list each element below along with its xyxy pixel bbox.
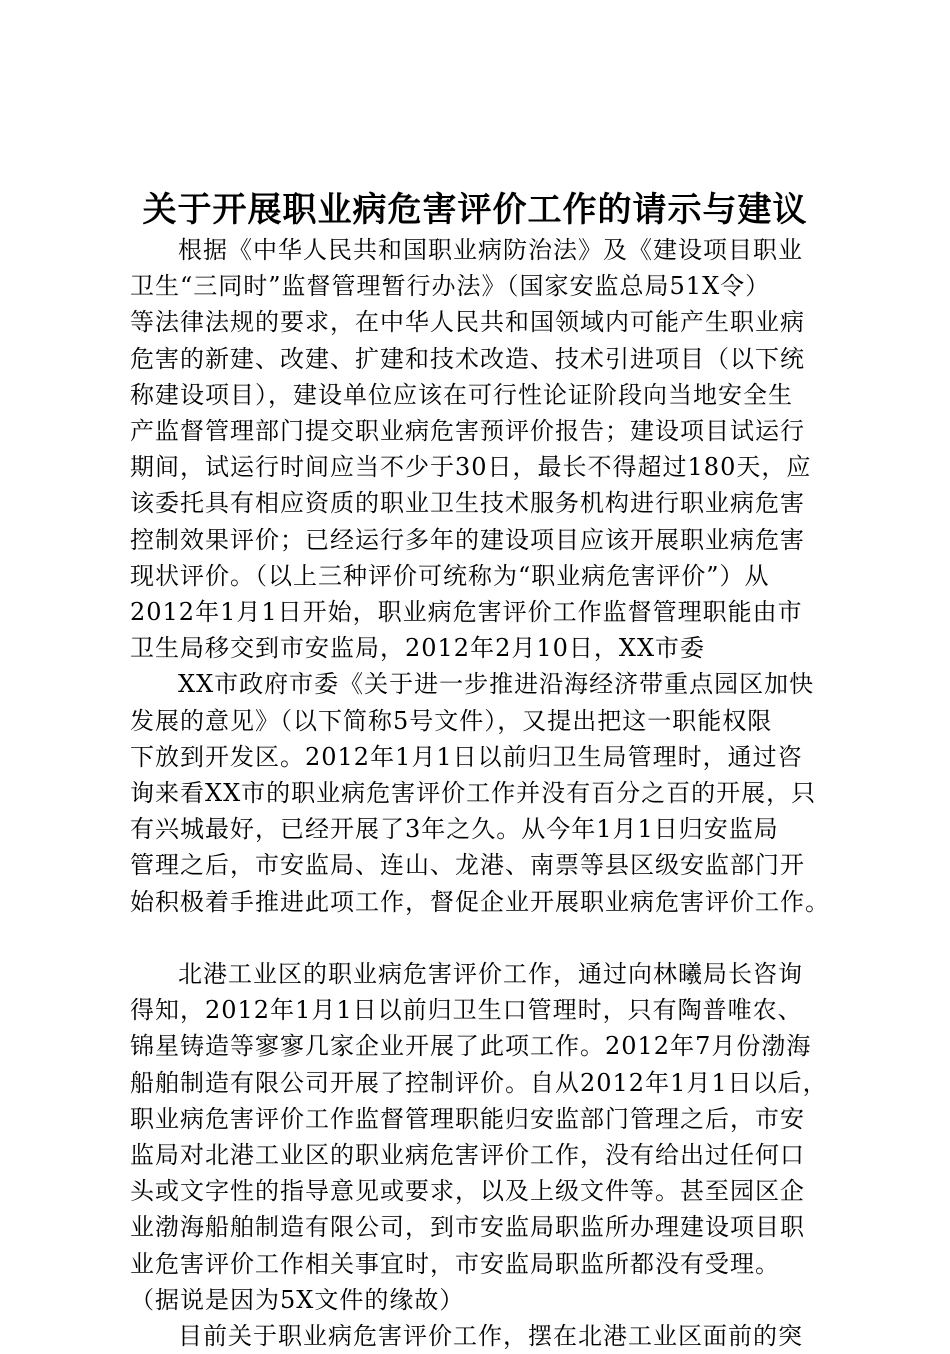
- paragraph-line: 头或文字性的指导意见或要求，以及上级文件等。甚至园区企: [130, 1177, 805, 1206]
- document-title: 关于开展职业病危害评价工作的请示与建议: [142, 190, 808, 230]
- paragraph-line: 业危害评价工作相关事宜时，市安监局职监所都没有受理。: [130, 1249, 780, 1278]
- paragraph-line: 控制效果评价；已经运行多年的建设项目应该开展职业病危害: [130, 525, 805, 554]
- paragraph-line: 监局对北港工业区的职业病危害评价工作，没有给出过任何口: [130, 1141, 805, 1169]
- paragraph-line: 称建设项目），建设单位应该在可行性论证阶段向当地安全生: [130, 380, 793, 409]
- paragraph-line: 2012年1月1日开始，职业病危害评价工作监督管理职能由市: [130, 598, 803, 626]
- paragraph-line: 得知，2012年1月1日以前归卫生口管理时，只有陶普唯农、: [130, 996, 803, 1025]
- paragraph-line: 管理之后，市安监局、连山、龙港、南票等县区级安监部门开: [130, 851, 805, 880]
- paragraph-line: 该委托具有相应资质的职业卫生技术服务机构进行职业病危害: [130, 489, 805, 518]
- paragraph-line: 危害的新建、改建、扩建和技术改造、技术引进项目（以下统: [130, 344, 805, 373]
- paragraph-line: 卫生“三同时”监督管理暂行办法》（国家安监总局51X令）: [130, 272, 771, 301]
- paragraph-line: 锦星铸造等寥寥几家企业开展了此项工作。2012年7月份渤海: [130, 1032, 812, 1061]
- paragraph-line: 等法律法规的要求，在中华人民共和国领域内可能产生职业病: [130, 308, 805, 337]
- paragraph-line: 产监督管理部门提交职业病危害预评价报告；建设项目试运行: [130, 417, 805, 445]
- paragraph-line: 始积极着手推进此项工作，督促企业开展职业病危害评价工作。: [130, 887, 830, 916]
- paragraph-line: 现状评价。（以上三种评价可统称为“职业病危害评价”）从: [130, 561, 770, 590]
- paragraph-line: 卫生局移交到市安监局，2012年2月10日，XX市委: [130, 634, 706, 663]
- paragraph-line: （据说是因为5X文件的缘故）: [130, 1285, 465, 1314]
- paragraph-line: 下放到开发区。2012年1月1日以前归卫生局管理时，通过咨: [130, 742, 803, 771]
- paragraph-line: XX市政府市委《关于进一步推进沿海经济带重点园区加快: [178, 670, 815, 699]
- paragraph-line: 根据《中华人民共和国职业病防治法》及《建设项目职业: [178, 236, 803, 264]
- paragraph-line: 期间，试运行时间应当不少于30日，最长不得超过180天，应: [130, 453, 812, 482]
- paragraph-line: 北港工业区的职业病危害评价工作，通过向林曦局长咨询: [178, 960, 803, 988]
- paragraph-line: 职业病危害评价工作监督管理职能归安监部门管理之后，市安: [130, 1104, 805, 1133]
- paragraph-line: 询来看XX市的职业病危害评价工作并没有百分之百的开展，只: [130, 779, 817, 807]
- paragraph-line: 有兴城最好，已经开展了3年之久。从今年1月1日归安监局: [130, 815, 779, 844]
- paragraph-line: 船舶制造有限公司开展了控制评价。自从2012年1月1日以后，: [130, 1068, 828, 1097]
- paragraph-line: 业渤海船舶制造有限公司，到市安监局职监所办理建设项目职: [130, 1213, 805, 1242]
- paragraph-line: 目前关于职业病危害评价工作，摆在北港工业区面前的突: [178, 1322, 803, 1350]
- paragraph-line: 发展的意见》（以下简称5号文件），又提出把这一职能权限: [130, 706, 773, 735]
